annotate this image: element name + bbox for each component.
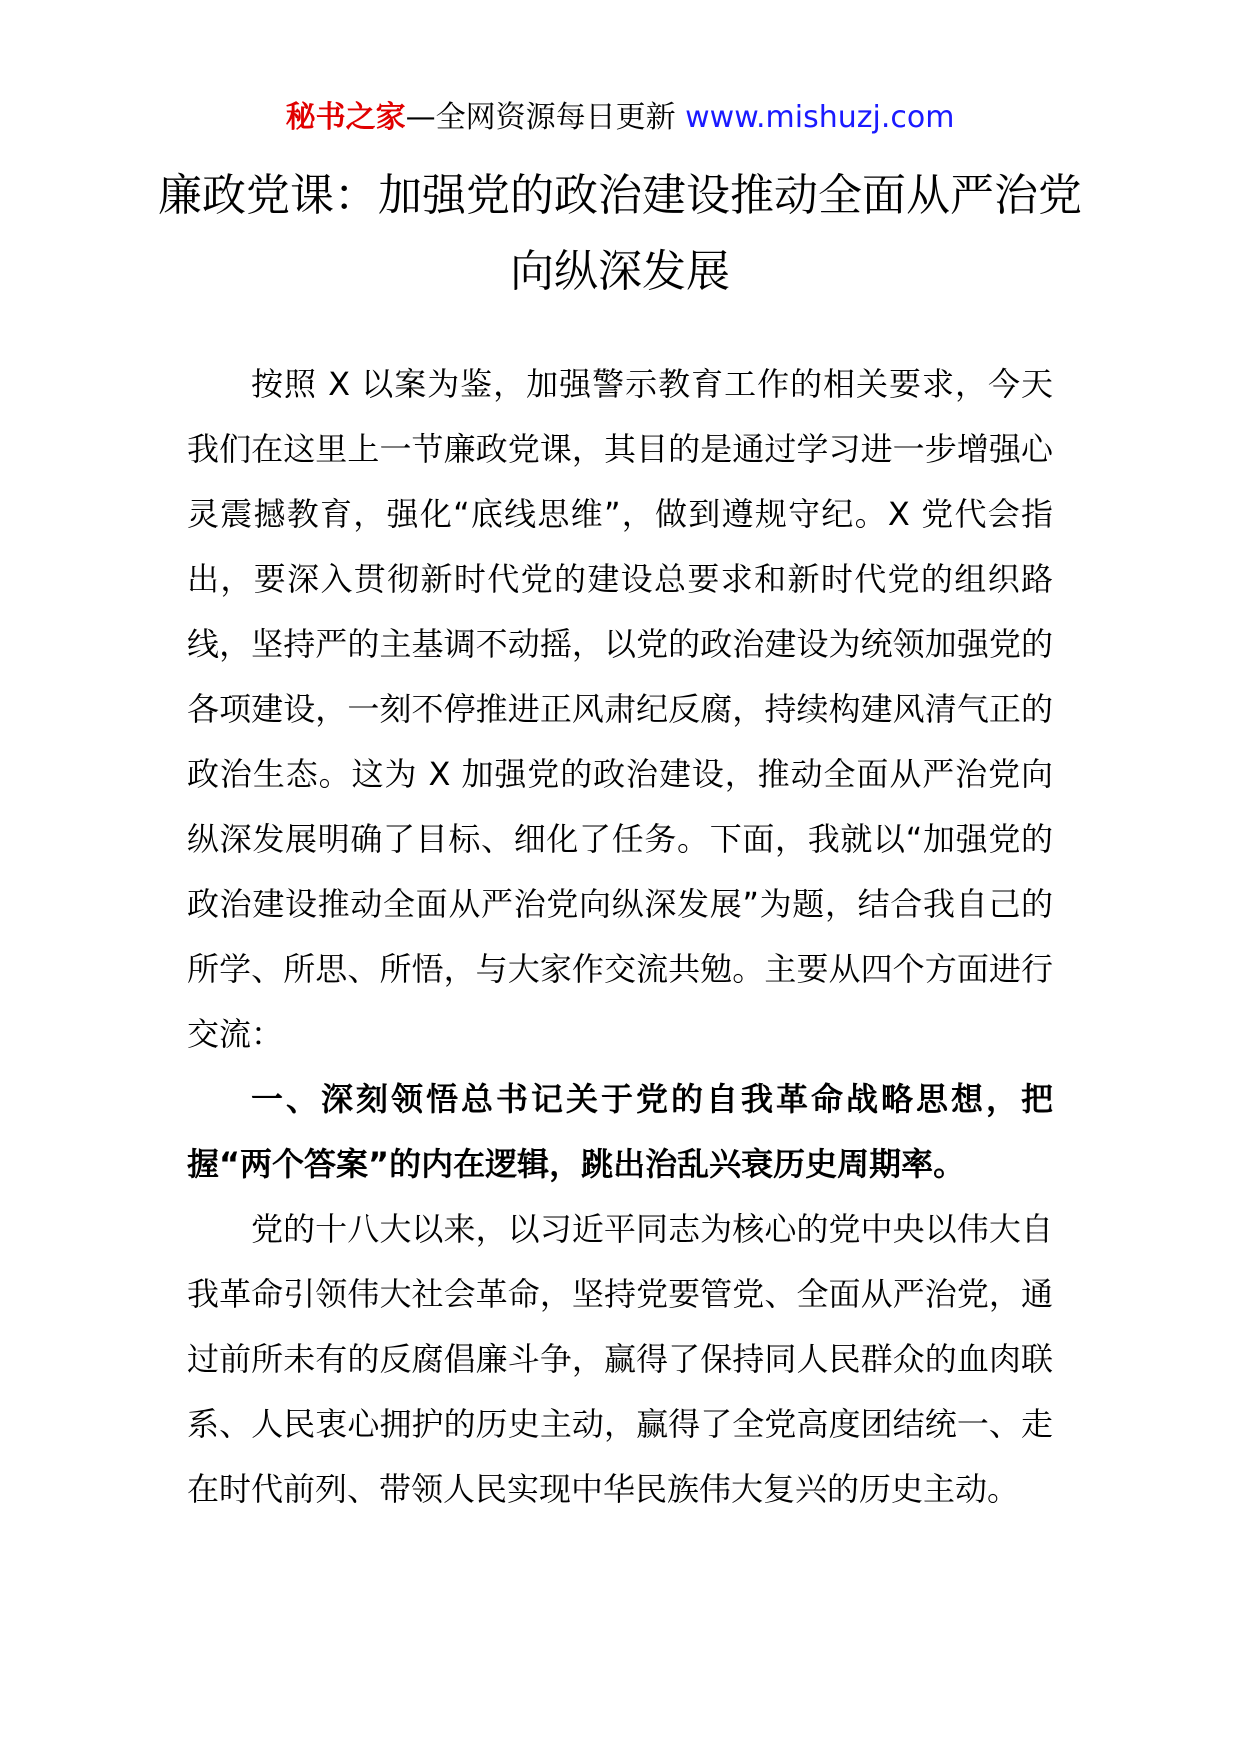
document-title: 廉政党课：加强党的政治建设推动全面从严治党向纵深发展 (158, 170, 1082, 297)
document-body (187, 352, 1053, 1522)
site-header (0, 98, 1240, 138)
site-brand: 秘书之家 (285, 100, 406, 135)
site-tagline: —全网资源每日更新 (405, 100, 676, 135)
body-paragraph: 党的十八大以来，以习近平同志为核心的党中央以伟大自我革命引领伟大社会革命，坚持党要管党、全面从严治党，通过前所未有的反腐倡廉斗争，赢得了保持同人民群众的血肉联系、人民衷心拥护的历史主动，赢得了全党高度团结统一、走在时代前列、带领人民实现中华民族伟大复兴的历史主动。 (187, 1210, 1053, 1508)
site-url-link[interactable]: www.mishuzj.com (685, 100, 955, 135)
body-paragraph: 按照 X 以案为鉴，加强警示教育工作的相关要求，今天我们在这里上一节廉政党课，其目的是通过学习进一步增强心灵震撼教育，强化“底线思维”，做到遵规守纪。X 党代会指出，要深入贯彻新时代党的建设总要求和新时代党的组织路线，坚持严的主基调不动摇，以党的政治建设为统领加强党的各项建设，一刻不停推进正风肃纪反腐，持续构建风清气正的政治生态。这为 X 加强党的政治建设，推动全面从严治党向纵深发展明确了目标、细化了任务。下面，我就以“加强党的政治建设推动全面从严治党向纵深发展”为题，结合我自己的所学、所思、所悟，与大家作交流共勉。主要从四个方面进行交流： (187, 365, 1053, 1053)
section-heading: 一、深刻领悟总书记关于党的自我革命战略思想，把握“两个答案”的内在逻辑，跳出治乱兴衰历史周期率。 (187, 1080, 1053, 1183)
